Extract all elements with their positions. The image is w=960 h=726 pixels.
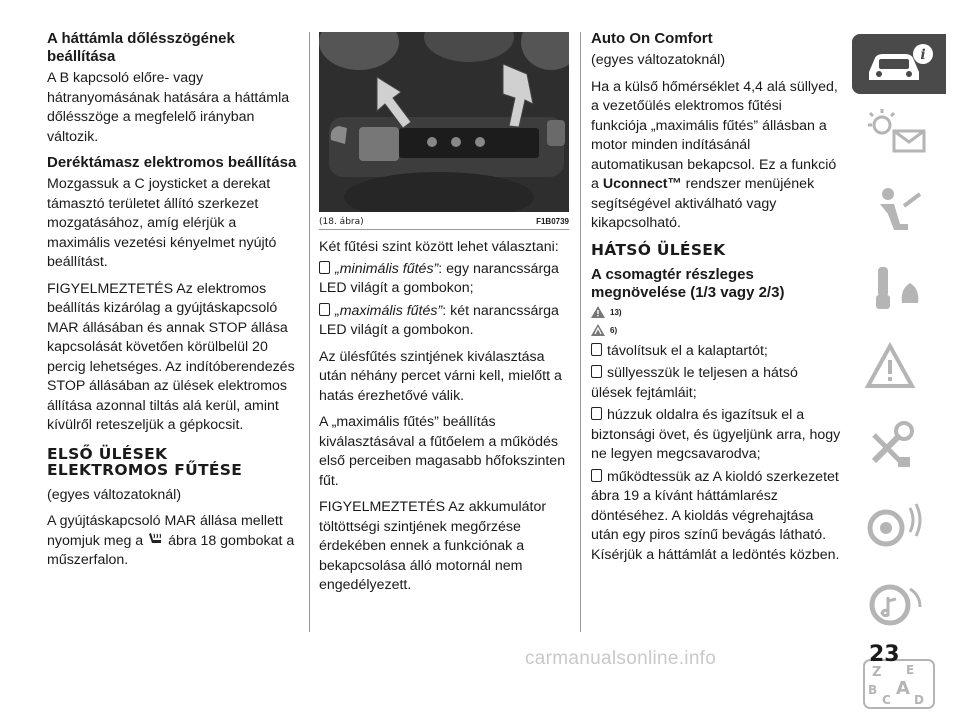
paragraph-warning-1: FIGYELMEZTETÉS Az elektromos beállítás kizárólag a gyújtáskapcsoló MAR állásában és annak STOP állása kapcsolását követően körülbelül 20 percig lehetséges. Az indítóberendezés STOP állásában az ülések elektromos állítása azonnal tiltás alá kerül, amint kívülről reteszeljük a gépkocsit.: [47, 280, 295, 433]
dashboard-heater-buttons-photo: [319, 32, 569, 212]
checkbox-bullet-icon: [319, 303, 330, 316]
checkbox-bullet-icon: [319, 261, 330, 274]
list-item: távolítsuk el a kalaptartót;: [591, 342, 841, 362]
paragraph-lumbar: Mozgassuk a C joysticket a derekat támasztó területet állító szerkezet mozgatásához, amíg elérjük a maximális vezetési kényelmet nyújtó beállítást.: [47, 176, 277, 270]
technical-data-icon[interactable]: [860, 500, 940, 552]
safety-airbag-icon[interactable]: [860, 184, 940, 236]
list-item: „minimális fűtés”: egy narancssárga LED világít a gombokon;: [319, 260, 559, 296]
list-item: süllyesszük le teljesen a hátsó ülések fejtámláit;: [591, 365, 798, 401]
paragraph-backrest: A B kapcsoló előre- vagy hátranyomásának hatására a háttámla dőlésszöge a megfelelő irányban változik.: [47, 70, 290, 145]
paragraph-heater-button: A gyújtáskapcsoló MAR állása mellett nyomjuk meg a ábra 18 gombokat a műszerfalon.: [47, 513, 295, 568]
watermark: carmanualsonline.info: [525, 648, 717, 669]
paragraph-levels: Két fűtési szint között lehet választani:: [319, 239, 559, 255]
seat-heater-icon: [147, 532, 164, 546]
section-front-seats-heading: ELSŐ ÜLÉSEK ELEKTROMOS FŰTÉSE: [47, 444, 243, 479]
svg-text:A: A: [896, 678, 910, 699]
column-3: [591, 30, 841, 568]
car-info-icon: [863, 42, 935, 86]
warning-reference: 13): [591, 306, 841, 320]
heading-auto-on-comfort: Auto On Comfort: [591, 30, 713, 47]
column-1: [47, 30, 299, 578]
list-item: húzzuk oldalra és igazítsuk el a biztonsági övet, és ügyeljünk arra, hogy ne legyen megcsavarodva;: [591, 407, 841, 462]
figure-caption: (18. ábra) F1B0739: [319, 212, 569, 230]
svg-text:C: C: [882, 693, 891, 707]
svg-text:i: i: [920, 47, 926, 63]
checkbox-bullet-icon: [591, 469, 602, 482]
heading-luggage: A csomagtér részleges megnövelése (1/3 vagy 2/3): [591, 265, 785, 301]
warning-triangle-icon: [591, 306, 605, 318]
svg-text:E: E: [906, 663, 915, 677]
column-divider: [580, 32, 581, 632]
chapter-sidebar: [852, 34, 960, 726]
multimedia-icon[interactable]: [860, 579, 940, 631]
svg-text:B: B: [868, 683, 878, 697]
column-2: [319, 32, 569, 603]
column-divider: [309, 32, 310, 632]
paragraph-warning-2: FIGYELMEZTETÉS Az akkumulátor töltöttségi szintjének megőrzése érdekében ennek a funkciónak a bekapcsolása álló motornál nem engedélyezett.: [319, 499, 547, 593]
list-item: „maximális fűtés”: két narancssárga LED világít a gombokon.: [319, 302, 559, 338]
maintenance-tools-icon[interactable]: [860, 421, 940, 473]
warning-reference: 6): [591, 324, 841, 338]
page-number: 23: [869, 642, 900, 667]
paragraph-auto-comfort: Ha a külső hőmérséklet 4,4 alá süllyed, a vezetőülés elektromos fűtési funkciója „maximális fűtés” állásban a motor minden indításánál automatikusan bekapcsol. Ez a funkció a Uconnect™ rendszer menüjének segítségével aktiválható vagy kikapcsolható.: [591, 78, 838, 231]
lights-warning-icon[interactable]: [860, 105, 940, 157]
sidebar-tab-vehicle-info[interactable]: [852, 34, 946, 94]
paragraph-variants: (egyes változatoknál): [591, 52, 726, 68]
section-rear-seats-heading: HÁTSÓ ÜLÉSEK: [591, 240, 726, 259]
paragraph-wait: Az ülésfűtés szintjének kiválasztása után néhány percet várni kell, mielőtt a hatás érezhetővé válik.: [319, 348, 562, 404]
svg-text:Z: Z: [872, 665, 882, 680]
svg-text:D: D: [914, 693, 924, 707]
checkbox-bullet-icon: [591, 343, 602, 356]
checkbox-bullet-icon: [591, 407, 602, 420]
warning-emergency-icon[interactable]: [860, 342, 940, 394]
heading-lumbar: Deréktámasz elektromos beállítása: [47, 154, 297, 171]
paragraph-max-heating: A „maximális fűtés” beállítás kiválasztásával a fűtőelem a működés első perceiben magasabb hőfokszinten fűt.: [319, 414, 566, 489]
starting-key-icon[interactable]: [860, 263, 940, 315]
caution-triangle-icon: [591, 324, 605, 336]
checkbox-bullet-icon: [591, 365, 602, 378]
paragraph-variants: (egyes változatoknál): [47, 486, 182, 503]
heading-backrest: A háttámla dőlésszögének beállítása: [47, 30, 235, 65]
list-item: működtessük az A kioldó szerkezetet ábra 19 a kívánt háttámlarész döntéséhez. A kioldás végrehajtása után egy piros színű bevágás látható. Kísérjük a háttámlát a ledöntés közben.: [591, 468, 840, 563]
